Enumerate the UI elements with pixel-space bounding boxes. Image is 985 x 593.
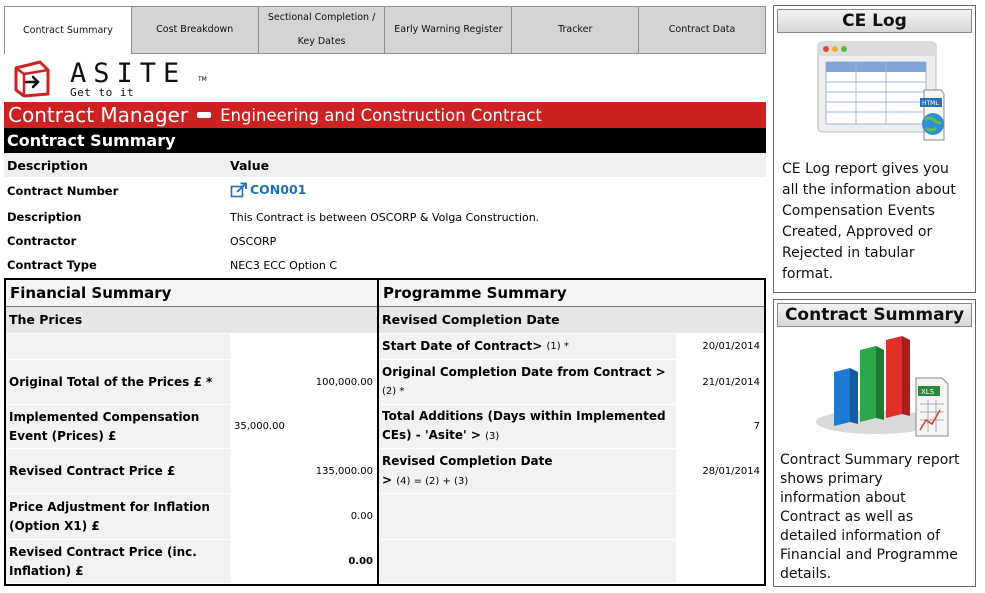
table-row: [379, 333, 764, 359]
prog-row-label: Start Date of Contract>: [382, 339, 543, 353]
contract-number-link[interactable]: [230, 182, 306, 198]
prog-row-label-line2: >: [382, 472, 393, 487]
fin-row-value: 135,000.00: [230, 449, 377, 493]
tab-contract-data[interactable]: Contract Data: [639, 6, 766, 54]
asite-logo-icon: [12, 60, 52, 98]
banner-separator: [197, 112, 211, 118]
external-link-icon: [230, 182, 248, 198]
contractor-label: Contractor: [7, 234, 77, 248]
financial-blank-row: [6, 333, 377, 359]
ce-log-title[interactable]: CE Log: [777, 9, 972, 33]
financial-summary: [4, 278, 379, 586]
prog-row-note: (1) *: [546, 341, 569, 352]
info-header-row: [4, 153, 766, 177]
description-value: This Contract is between OSCORP & Volga Construction.: [230, 210, 540, 224]
tab-sectional-completion[interactable]: Sectional Completion / Key Dates: [259, 6, 386, 54]
fin-row-value: 100,000.00: [230, 360, 377, 404]
fin-row-label-line2: Inflation) £: [9, 563, 84, 578]
asite-logo: [12, 58, 212, 102]
fin-row-label: Price Adjustment for Inflation: [9, 499, 210, 514]
contract-info-table: [4, 153, 766, 277]
info-row-contract-type: [4, 253, 766, 277]
contract-summary-panel[interactable]: [773, 299, 976, 587]
xls-bar-chart-icon: [814, 332, 974, 442]
prog-row-label: Original Completion Date from Contract >: [382, 365, 666, 379]
logo-wordmark: ASITE: [70, 58, 187, 89]
html-table-report-icon: [816, 40, 946, 150]
logo-trademark: TM: [198, 76, 207, 83]
fin-row-value: 35,000.00: [230, 405, 377, 448]
ce-log-description: CE Log report gives you all the information about Compensation Events Created, Approved or Rejected in tabular format.: [782, 161, 956, 282]
fin-row-value: 0.00: [230, 540, 377, 583]
fin-row-label-line2: (Option X1) £: [9, 518, 100, 533]
prog-row-note: (4) = (2) + (3): [396, 475, 469, 487]
prog-row-note: (3): [485, 431, 500, 442]
prog-row-label: Revised Completion Date: [382, 453, 553, 468]
contract-number-label: Contract Number: [7, 184, 119, 198]
table-row: [379, 359, 764, 404]
prog-row-note: (2) *: [382, 386, 405, 397]
prog-row-value: 7: [676, 405, 764, 448]
table-row: [6, 404, 377, 448]
table-row: [6, 539, 377, 583]
programme-summary: [377, 278, 766, 586]
info-row-description: [4, 205, 766, 229]
ce-log-panel[interactable]: [773, 5, 976, 293]
svg-text:XLS: XLS: [921, 388, 935, 396]
info-header-value: Value: [230, 157, 270, 173]
prog-row-label-line2: CEs) - 'Asite' >: [382, 428, 481, 442]
description-label: Description: [7, 210, 82, 224]
logo-tagline: Get to it: [70, 86, 135, 99]
banner-subtitle: Engineering and Construction Contract: [220, 105, 542, 125]
table-row: [6, 359, 377, 404]
table-row: [6, 493, 377, 539]
contract-type-label: Contract Type: [7, 258, 97, 272]
prog-row-value: 21/01/2014: [676, 360, 764, 404]
report-tabs: [4, 6, 766, 54]
contractor-value: OSCORP: [230, 234, 277, 248]
programme-summary-subtitle: Revised Completion Date: [379, 307, 764, 333]
fin-row-label: Original Total of the Prices £ *: [6, 360, 230, 404]
table-row: [379, 448, 764, 493]
prog-row-value: 20/01/2014: [676, 334, 764, 359]
financial-summary-subtitle: The Prices: [6, 307, 377, 333]
tab-tracker[interactable]: Tracker: [512, 6, 639, 54]
table-row: [379, 404, 764, 448]
info-row-contractor: [4, 229, 766, 253]
tab-early-warning-register[interactable]: Early Warning Register: [385, 6, 512, 54]
fin-row-label: Revised Contract Price £: [6, 449, 230, 493]
fin-row-label: Implemented Compensation: [9, 409, 200, 424]
fin-row-label-line2: Event (Prices) £: [9, 428, 117, 443]
programme-summary-title: Programme Summary: [379, 280, 764, 307]
info-row-contract-number: [4, 177, 766, 205]
section-title: Contract Summary: [4, 128, 766, 153]
fin-row-label: Revised Contract Price (inc.: [9, 544, 197, 559]
contract-type-value: NEC3 ECC Option C: [230, 258, 338, 272]
info-header-key: Description: [7, 157, 88, 173]
contract-summary-panel-title[interactable]: Contract Summary: [777, 303, 972, 327]
fin-row-value: 0.00: [230, 494, 377, 539]
page-banner: [4, 102, 766, 128]
tab-cost-breakdown[interactable]: Cost Breakdown: [132, 6, 259, 54]
tab-contract-summary[interactable]: Contract Summary: [4, 6, 132, 54]
table-row: [6, 448, 377, 493]
prog-row-label: Total Additions (Days within Implemented: [382, 409, 666, 423]
financial-summary-title: Financial Summary: [6, 280, 377, 307]
banner-title: Contract Manager: [8, 103, 189, 127]
contract-summary-description: Contract Summary report shows primary information about Contract as well as detailed information of Financial and Programme details.: [780, 452, 960, 582]
table-row: [379, 493, 764, 539]
svg-text:HTML: HTML: [922, 100, 939, 107]
table-row: [379, 539, 764, 583]
contract-number-value: CON001: [250, 182, 307, 197]
prog-row-value: 28/01/2014: [676, 449, 764, 493]
